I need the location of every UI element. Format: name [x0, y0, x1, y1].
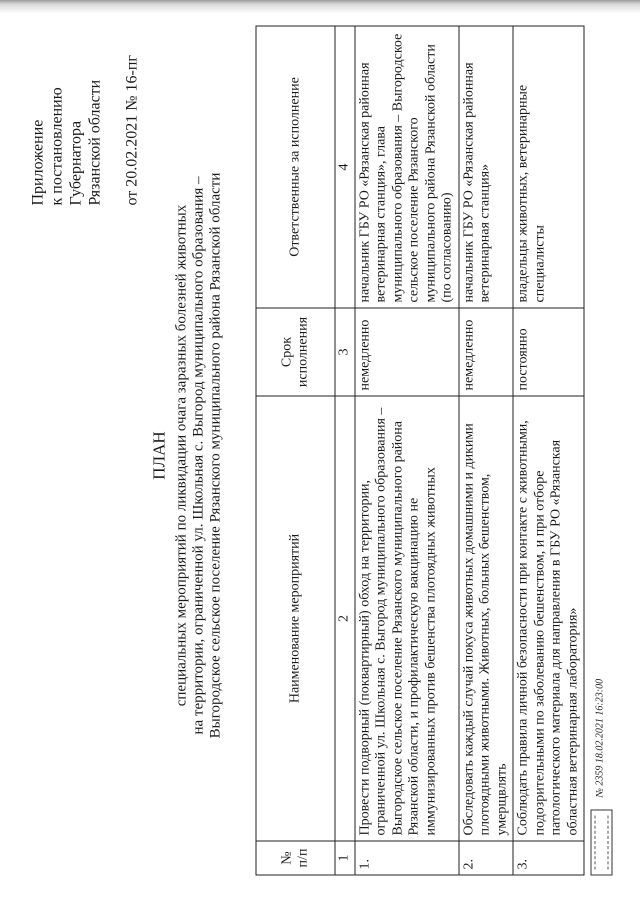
table-row [458, 26, 513, 875]
registration-stamp-icon [590, 809, 612, 875]
row-number: 2. [458, 841, 513, 875]
registration-number: № 2359 18.02.2021 16:23:00 [594, 678, 605, 797]
row-responsible: владельцы животных, ветеринарные специалисты [513, 26, 584, 308]
row-number: 1. [354, 841, 458, 875]
plan-subtitle-line-2: на территории, ограниченной ул. Школьная с. Выгород муниципального образования – [190, 175, 206, 735]
plan-subtitle-line-3: Выгородское сельское поселение Рязанского муниципального района Рязанской области [207, 172, 223, 738]
column-number: 3 [335, 308, 355, 396]
row-term: немедленно [354, 308, 458, 396]
row-term: немедленно [458, 308, 513, 396]
appendix-block [28, 5, 141, 205]
appendix-line-1: Приложение [29, 119, 46, 205]
column-number: 2 [335, 396, 355, 841]
header-action: Наименование мероприятий [256, 396, 335, 841]
row-action: Соблюдать правила личной безопасности при контакте с животными, подозрительными по заболеванию бешенством, и при отборе патологического материала для направления в ГБУ РО «Рязанская областная ветеринарная лаборатория» [513, 396, 584, 841]
table-header-row [256, 26, 335, 875]
plan-table [255, 25, 584, 875]
column-number: 4 [335, 26, 355, 308]
header-responsible: Ответственные за исполнение [256, 26, 335, 308]
table-row [354, 26, 458, 875]
appendix-date: от 20.02.2021 № 16-пг [123, 54, 140, 205]
table-row [513, 26, 584, 875]
row-responsible: начальник ГБУ РО «Рязанская районная ветеринарная станция», глава муниципального образования – Выгородское сельское поселение Рязанского муниципального района Рязанской области (по согласованию) [354, 26, 458, 308]
appendix-line-3: Рязанской области [86, 79, 103, 205]
row-action: Провести подворный (поквартирный) обход на территории, ограниченной ул. Школьная с. Выгород муниципального образования – Выгородское сельское поселение Рязанского муниципального района Рязанской области, и профилактическую вакцинацию не иммунизированных против бешенства плотоядных животных [354, 396, 458, 841]
row-responsible: начальник ГБУ РО «Рязанская районная ветеринарная станция» [458, 26, 513, 308]
header-term: Срок исполнения [256, 308, 335, 396]
plan-title: ПЛАН [149, 430, 168, 480]
plan-header [150, 125, 224, 785]
column-number: 1 [335, 841, 355, 875]
appendix-line-2: к постановлению Губернатора [48, 86, 84, 205]
header-number: № п/п [256, 841, 335, 875]
row-number: 3. [513, 841, 584, 875]
row-action: Обследовать каждый случай покуса животных домашними и дикими плотоядными животными. Животных, больных бешенством, умерщвлять [458, 396, 513, 841]
row-term: постоянно [513, 308, 584, 396]
table-column-numbers-row [335, 26, 355, 875]
plan-subtitle-line-1: специальных мероприятий по ликвидации очага заразных болезней животных [173, 204, 189, 706]
